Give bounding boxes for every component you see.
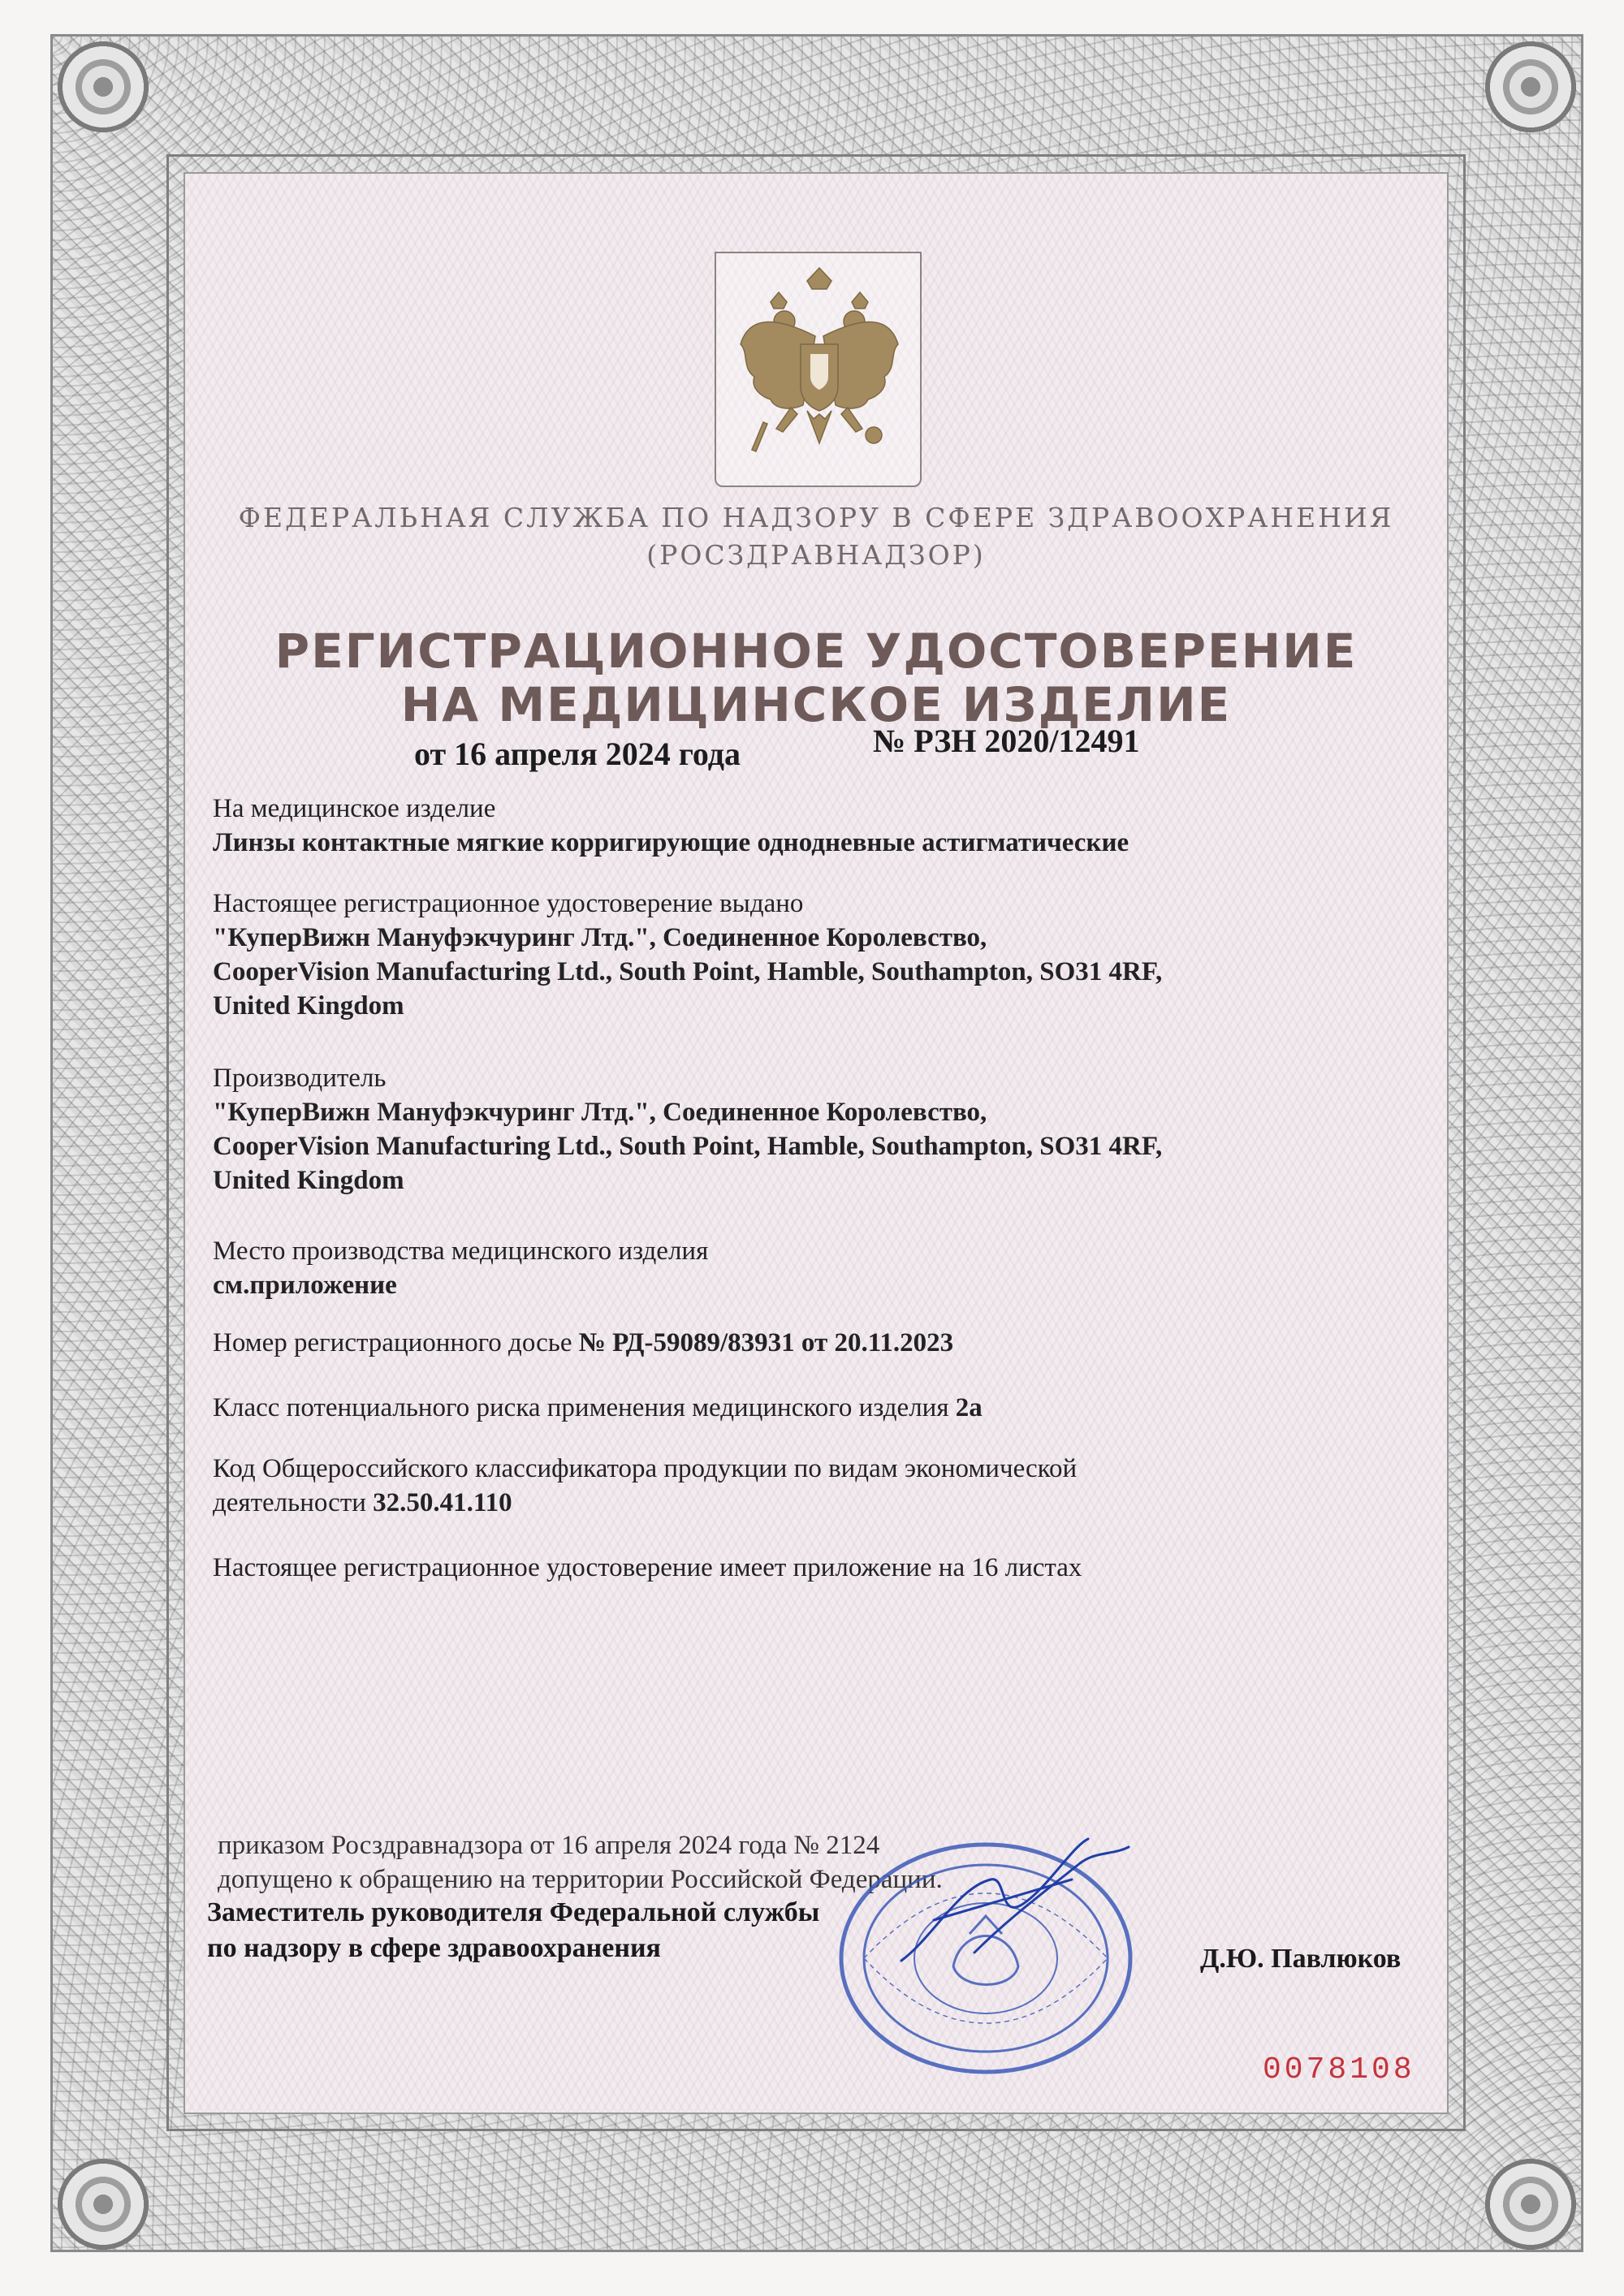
holder-line: "КуперВижн Мануфэкчуринг Лтд.", Соединенное Королевство, bbox=[213, 923, 987, 952]
manufacturer-line: "КуперВижн Мануфэкчуринг Лтд.", Соединенное Королевство, bbox=[213, 1098, 987, 1127]
okpd-code: 32.50.41.110 bbox=[373, 1488, 512, 1517]
agency-name: ФЕДЕРАЛЬНАЯ СЛУЖБА ПО НАДЗОРУ В СФЕРЕ ЗДРАВООХРАНЕНИЯ bbox=[238, 502, 1394, 533]
dossier-label: Номер регистрационного досье bbox=[213, 1328, 572, 1357]
production-site-label: Место производства медицинского изделия bbox=[213, 1236, 709, 1266]
corner-ornament-top-left bbox=[42, 26, 164, 148]
manufacturer-line: United Kingdom bbox=[213, 1166, 404, 1195]
certificate-title-line1: РЕГИСТРАЦИОННОЕ УДОСТОВЕРЕНИЕ bbox=[274, 624, 1358, 679]
handwritten-signature-icon bbox=[885, 1831, 1145, 1977]
device-name: Линзы контактные мягкие корригирующие однодневные астигматические bbox=[213, 828, 1129, 857]
corner-ornament-top-right bbox=[1470, 26, 1592, 148]
signer-name: Д.Ю. Павлюков bbox=[1200, 1944, 1402, 1974]
issue-date: от 16 апреля 2024 года bbox=[414, 736, 741, 772]
corner-ornament-bottom-right bbox=[1470, 2143, 1592, 2265]
okpd-line bbox=[213, 1488, 512, 1518]
dossier-line bbox=[213, 1328, 953, 1358]
holder-label: Настоящее регистрационное удостоверение выдано bbox=[213, 889, 804, 918]
certificate-title-line2: НА МЕДИЦИНСКОЕ ИЗДЕЛИЕ bbox=[400, 677, 1232, 732]
order-line2: допущено к обращению на территории Российской Федерации. bbox=[218, 1865, 943, 1894]
double-headed-eagle-emblem-icon bbox=[726, 263, 913, 476]
device-label: На медицинское изделие bbox=[213, 794, 496, 823]
appendix-note: Настоящее регистрационное удостоверение имеет приложение на 16 листах bbox=[213, 1553, 1082, 1582]
serial-number: 0078108 bbox=[1263, 2052, 1415, 2087]
risk-class-label: Класс потенциального риска применения медицинского изделия bbox=[213, 1393, 949, 1422]
production-site-value: см.приложение bbox=[213, 1271, 397, 1300]
signer-title-line1: Заместитель руководителя Федеральной службы bbox=[207, 1897, 820, 1927]
risk-class-line bbox=[213, 1393, 983, 1423]
risk-class-value: 2а bbox=[955, 1393, 983, 1422]
okpd-label: Код Общероссийского классификатора продукции по видам экономической bbox=[213, 1454, 1078, 1483]
okpd-label-cont: деятельности bbox=[213, 1488, 366, 1517]
manufacturer-line: CooperVision Manufacturing Ltd., South Point, Hamble, Southampton, SO31 4RF, bbox=[213, 1132, 1163, 1161]
dossier-number: № РД-59089/83931 от 20.11.2023 bbox=[578, 1328, 954, 1357]
emblem-frame bbox=[715, 252, 922, 487]
corner-ornament-bottom-left bbox=[42, 2143, 164, 2265]
registration-number: № РЗН 2020/12491 bbox=[873, 723, 1140, 759]
manufacturer-label: Производитель bbox=[213, 1064, 387, 1093]
order-line1: приказом Росздравнадзора от 16 апреля 2024 года № 2124 bbox=[218, 1831, 880, 1860]
holder-line: CooperVision Manufacturing Ltd., South Point, Hamble, Southampton, SO31 4RF, bbox=[213, 957, 1163, 986]
signer-title-line2: по надзору в сфере здравоохранения bbox=[207, 1933, 661, 1963]
agency-short-name: (РОСЗДРАВНАДЗОР) bbox=[646, 539, 986, 571]
holder-line: United Kingdom bbox=[213, 991, 404, 1021]
